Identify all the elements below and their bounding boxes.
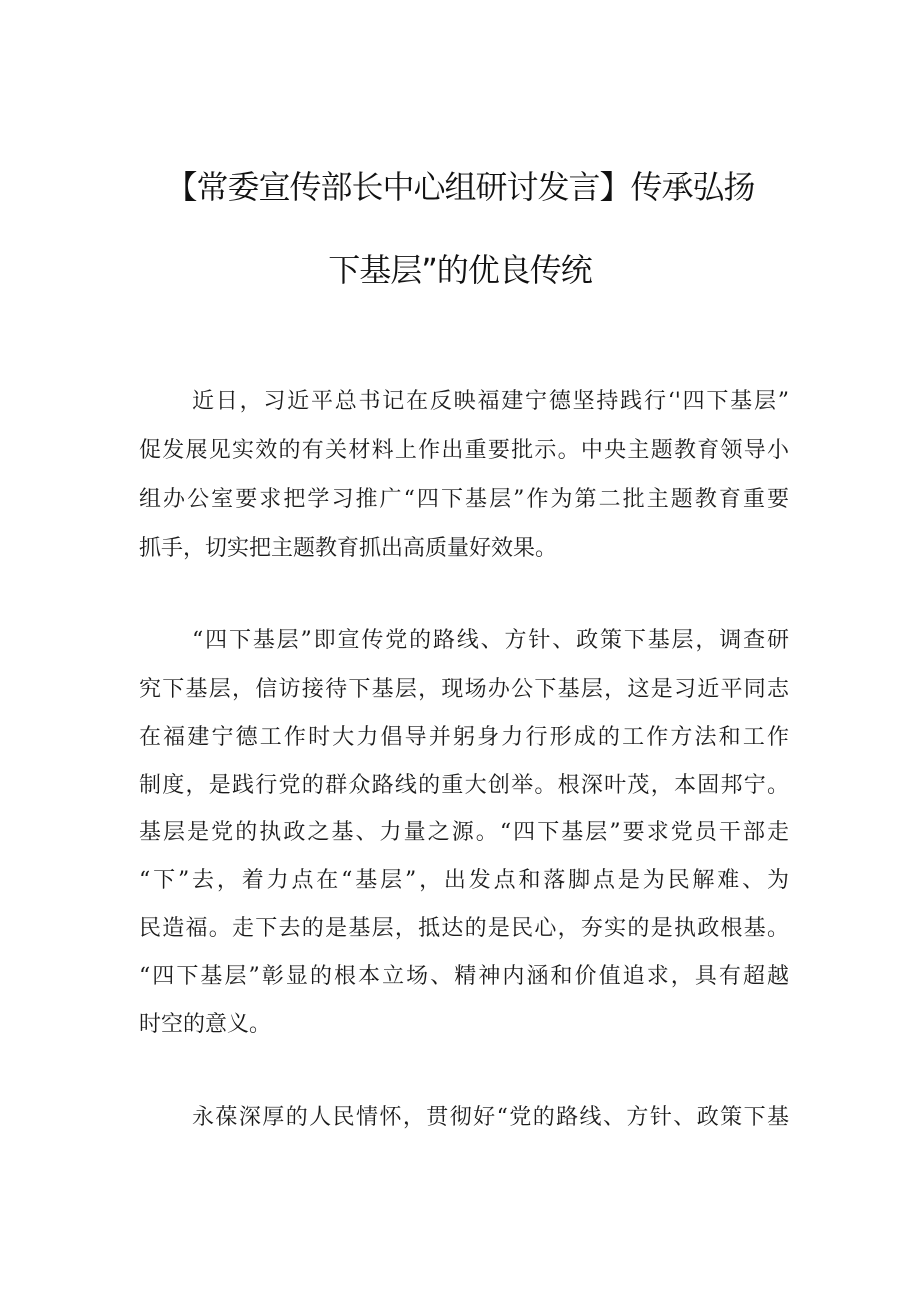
paragraph-2-line-9: 时空的意义。 — [139, 1012, 272, 1037]
document-title-line-1: 【常委宣传部长中心组研讨发言】传承弘扬 — [165, 168, 755, 206]
paragraph-2-line-8: “四下基层”彰显的根本立场、精神内涵和价值追求，具有超越 — [139, 964, 789, 989]
document-title-line-2: 下基层”的优良传统 — [328, 251, 592, 289]
paragraph-1-line-2: 促发展见实效的有关材料上作出重要批示。中央主题教育领导小 — [139, 438, 789, 463]
paragraph-2-line-3: 在福建宁德工作时大力倡导并躬身力行形成的工作方法和工作 — [139, 725, 789, 750]
paragraph-3-line-1: 永葆深厚的人民情怀，贯彻好“党的路线、方针、政策下基 — [192, 1105, 789, 1130]
paragraph-2-line-5: 基层是党的执政之基、力量之源。“四下基层”要求党员干部走 — [139, 820, 789, 845]
paragraph-1-line-3: 组办公室要求把学习推广“四下基层”作为第二批主题教育重要 — [139, 487, 789, 512]
paragraph-2-line-7: 民造福。走下去的是基层，抵达的是民心，夯实的是执政根基。 — [139, 916, 789, 941]
paragraph-2-line-4: 制度，是践行党的群众路线的重大创举。根深叶茂，本固邦宁。 — [139, 773, 789, 798]
paragraph-2-line-2: 究下基层，信访接待下基层，现场办公下基层，这是习近平同志 — [139, 677, 789, 702]
paragraph-2-line-6: “下”去，着力点在“基层”，出发点和落脚点是为民解难、为 — [139, 868, 789, 893]
paragraph-1-line-4: 抓手，切实把主题教育抓出高质量好效果。 — [139, 536, 558, 561]
paragraph-1-line-1: 近日，习近平总书记在反映福建宁德坚持践行‘'四下基层” — [192, 389, 789, 414]
paragraph-2-line-1: “四下基层”即宣传党的路线、方针、政策下基层，调查研 — [192, 628, 789, 653]
